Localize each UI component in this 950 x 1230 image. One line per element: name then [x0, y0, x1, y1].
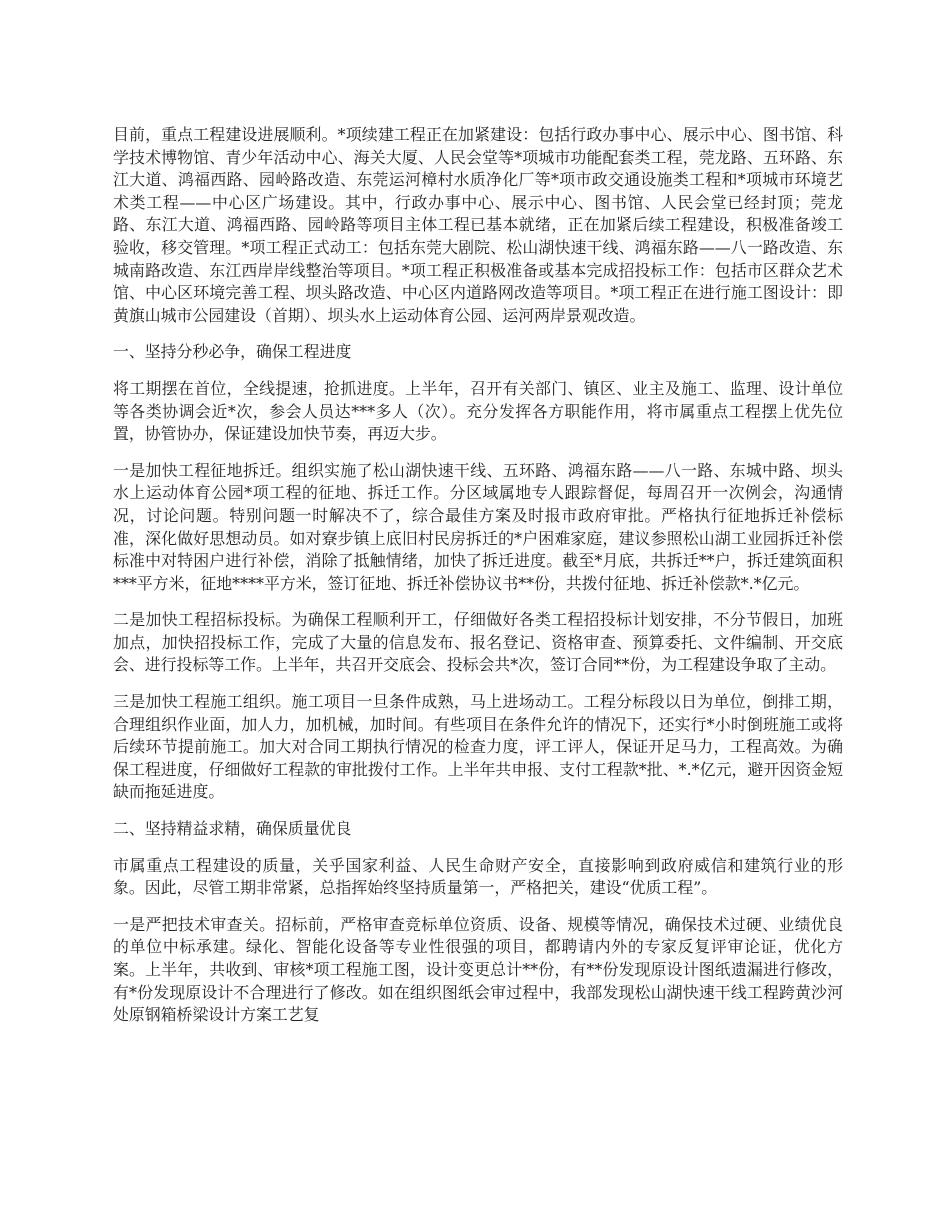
paragraph-bidding: 二是加快工程招标投标。为确保工程顺利开工，仔细做好各类工程招投标计划安排，不分节假日，加班加点，加快招投标工作，完成了大量的信息发布、报名登记、资格审查、预算委托、文件编制、开交底会、进行投标等工作。上半年，共召开交底会、投标会共*次，签订合同**份，为工程建设争取了主动。 [113, 610, 843, 675]
paragraph-technical-review: 一是严把技术审查关。招标前，严格审查竞标单位资质、设备、规模等情况，确保技术过硬、业绩优良的单位中标承建。绿化、智能化设备等专业性很强的项目，都聘请内外的专家反复评审论证，优化方案。上半年，共收到、审核*项工程施工图，设计变更总计**份，有**份发现原设计图纸遗漏进行修改，有*份发现原设计不合理进行了修改。如在组织图纸会审过程中，我部发现松山湖快速干线工程跨黄沙河处原钢箱桥梁设计方案工艺复 [113, 914, 843, 1025]
section-heading-schedule: 一、坚持分秒必争，确保工程进度 [113, 342, 352, 362]
paragraph-land-acquisition: 一是加快工程征地拆迁。组织实施了松山湖快速干线、五环路、鸿福东路——八一路、东城中路、坝头水上运动体育公园*项工程的征地、拆迁工作。分区域属地专人跟踪督促，每周召开一次例会，沟通情况，讨论问题。特别问题一时解决不了，综合最佳方案及时报市政府审批。严格执行征地拆迁补偿标准，深化做好思想动员。如对寮步镇上底旧村民房拆迁的*户困难家庭，建议参照松山湖工业园拆迁补偿标准中对特困户进行补偿，消除了抵触情绪，加快了拆迁进度。截至*月底，共拆迁**户，拆迁建筑面积***平方米，征地****平方米，签订征地、拆迁补偿协议书**份，共拨付征地、拆迁补偿款*.*亿元。 [113, 460, 843, 593]
paragraph-quality-intro: 市属重点工程建设的质量，关乎国家利益、人民生命财产安全，直接影响到政府威信和建筑行业的形象。因此，尽管工期非常紧，总指挥始终坚持质量第一，严格把关，建设“优质工程”。 [113, 855, 843, 898]
paragraph-progress-overview: 目前，重点工程建设进展顺利。*项续建工程正在加紧建设：包括行政办事中心、展示中心、图书馆、科学技术博物馆、青少年活动中心、海关大厦、人民会堂等*项城市功能配套类工程，莞龙路、五环路、东江大道、鸿福西路、园岭路改造、东莞运河樟村水质净化厂等*项市政交通设施类工程和*项城市环境艺术类工程——中心区广场建设。其中，行政办事中心、展示中心、图书馆、人民会堂已经封顶；莞龙路、东江大道、鸿福西路、园岭路等项目主体工程已基本就绪，正在加紧后续工程建设，积极准备竣工验收，移交管理。*项工程正式动工：包括东莞大剧院、松山湖快速干线、鸿福东路——八一路改造、东城南路改造、东江西岸岸线整治等项目。*项工程正积极准备或基本完成招投标工作：包括市区群众艺术馆、中心区环境完善工程、坝头路改造、中心区内道路网改造等项目。*项工程正在进行施工图设计：即黄旗山城市公园建设（首期）、坝头水上运动体育公园、运河两岸景观改造。 [113, 125, 843, 325]
paragraph-construction-organization: 三是加快工程施工组织。施工项目一旦条件成熟，马上进场动工。工程分标段以日为单位，倒排工期，合理组织作业面，加人力，加机械，加时间。有些项目在条件允许的情况下，还实行*小时倒班施工或将后续环节提前施工。加大对合同工期执行情况的检查力度，评工评人，保证开足马力，工程高效。为确保工程进度，仔细做好工程款的审批拨付工作。上半年共申报、支付工程款*批、*.*亿元，避开因资金短缺而拖延进度。 [113, 692, 843, 802]
section-heading-quality: 二、坚持精益求精，确保质量优良 [113, 819, 352, 839]
paragraph-schedule-intro: 将工期摆在首位，全线提速，抢抓进度。上半年，召开有关部门、镇区、业主及施工、监理、设计单位等各类协调会近*次，参会人员达***多人（次）。充分发挥各方职能作用，将市属重点工程摆上优先位置，协管协办，保证建设加快节奏，再迈大步。 [113, 378, 843, 444]
document-body [113, 124, 843, 1041]
